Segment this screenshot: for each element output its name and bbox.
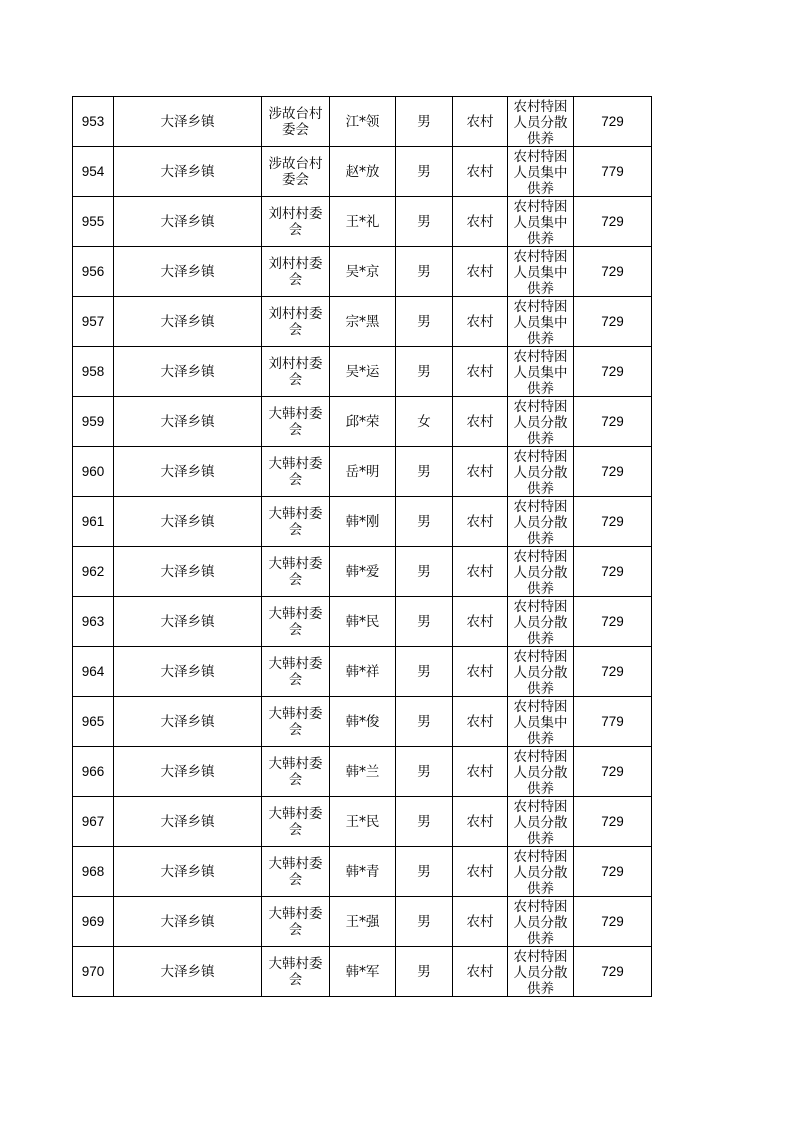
- serial-number-cell: 966: [73, 747, 114, 797]
- person-name-cell: 韩*兰: [330, 747, 396, 797]
- village-committee-text: 刘村村委会: [268, 205, 323, 238]
- residence-type-cell: 农村: [453, 447, 508, 497]
- support-type-cell: [508, 647, 574, 697]
- support-type-cell: [508, 747, 574, 797]
- table-row: [73, 197, 652, 247]
- serial-number-cell: 962: [73, 547, 114, 597]
- township-cell: 大泽乡镇: [114, 747, 262, 797]
- support-type-cell: [508, 947, 574, 997]
- village-committee-cell: [262, 147, 330, 197]
- person-name-cell: 王*民: [330, 797, 396, 847]
- serial-number-cell: 965: [73, 697, 114, 747]
- support-type-cell: [508, 847, 574, 897]
- township-cell: 大泽乡镇: [114, 197, 262, 247]
- support-type-text: 农村特困人员分散供养: [513, 849, 568, 896]
- village-committee-cell: [262, 97, 330, 147]
- person-name-cell: 邱*荣: [330, 397, 396, 447]
- village-committee-cell: [262, 197, 330, 247]
- serial-number-cell: 956: [73, 247, 114, 297]
- support-type-text: 农村特困人员分散供养: [513, 399, 568, 446]
- township-cell: 大泽乡镇: [114, 947, 262, 997]
- residence-type-cell: 农村: [453, 697, 508, 747]
- table-row: [73, 647, 652, 697]
- amount-cell: 729: [574, 547, 652, 597]
- table-row: [73, 397, 652, 447]
- gender-cell: 男: [396, 97, 453, 147]
- support-type-text: 农村特困人员集中供养: [513, 699, 568, 746]
- person-name-cell: 韩*爱: [330, 547, 396, 597]
- gender-cell: 男: [396, 547, 453, 597]
- person-name-cell: 韩*军: [330, 947, 396, 997]
- village-committee-text: 大韩村委会: [268, 905, 323, 938]
- amount-cell: 729: [574, 747, 652, 797]
- township-cell: 大泽乡镇: [114, 397, 262, 447]
- township-cell: 大泽乡镇: [114, 597, 262, 647]
- serial-number-cell: 957: [73, 297, 114, 347]
- person-name-cell: 岳*明: [330, 447, 396, 497]
- village-committee-text: 刘村村委会: [268, 255, 323, 288]
- township-cell: 大泽乡镇: [114, 897, 262, 947]
- support-type-text: 农村特困人员集中供养: [513, 199, 568, 246]
- amount-cell: 729: [574, 447, 652, 497]
- support-type-cell: [508, 447, 574, 497]
- support-type-text: 农村特困人员集中供养: [513, 299, 568, 346]
- serial-number-cell: 969: [73, 897, 114, 947]
- village-committee-text: 大韩村委会: [268, 755, 323, 788]
- support-type-text: 农村特困人员分散供养: [513, 799, 568, 846]
- table-row: [73, 247, 652, 297]
- village-committee-text: 大韩村委会: [268, 555, 323, 588]
- serial-number-cell: 955: [73, 197, 114, 247]
- township-cell: 大泽乡镇: [114, 447, 262, 497]
- support-type-text: 农村特困人员集中供养: [513, 249, 568, 296]
- village-committee-cell: [262, 397, 330, 447]
- village-committee-text: 大韩村委会: [268, 405, 323, 438]
- village-committee-cell: [262, 797, 330, 847]
- village-committee-text: 大韩村委会: [268, 855, 323, 888]
- table-row: [73, 747, 652, 797]
- support-type-cell: [508, 297, 574, 347]
- table-row: [73, 497, 652, 547]
- residence-type-cell: 农村: [453, 797, 508, 847]
- serial-number-cell: 959: [73, 397, 114, 447]
- support-type-cell: [508, 147, 574, 197]
- gender-cell: 男: [396, 897, 453, 947]
- gender-cell: 男: [396, 297, 453, 347]
- township-cell: 大泽乡镇: [114, 147, 262, 197]
- township-cell: 大泽乡镇: [114, 247, 262, 297]
- village-committee-text: 大韩村委会: [268, 455, 323, 488]
- support-type-cell: [508, 197, 574, 247]
- table-row: [73, 947, 652, 997]
- residence-type-cell: 农村: [453, 497, 508, 547]
- support-type-cell: [508, 597, 574, 647]
- residence-type-cell: 农村: [453, 947, 508, 997]
- amount-cell: 729: [574, 247, 652, 297]
- village-committee-cell: [262, 847, 330, 897]
- village-committee-text: 大韩村委会: [268, 955, 323, 988]
- amount-cell: 729: [574, 597, 652, 647]
- amount-cell: 729: [574, 847, 652, 897]
- village-committee-cell: [262, 547, 330, 597]
- person-name-cell: 吴*运: [330, 347, 396, 397]
- serial-number-cell: 961: [73, 497, 114, 547]
- support-type-text: 农村特困人员分散供养: [513, 499, 568, 546]
- support-type-cell: [508, 97, 574, 147]
- residence-type-cell: 农村: [453, 347, 508, 397]
- support-type-text: 农村特困人员分散供养: [513, 99, 568, 146]
- support-type-text: 农村特困人员分散供养: [513, 649, 568, 696]
- township-cell: 大泽乡镇: [114, 697, 262, 747]
- support-type-text: 农村特困人员分散供养: [513, 449, 568, 496]
- serial-number-cell: 958: [73, 347, 114, 397]
- residence-type-cell: 农村: [453, 897, 508, 947]
- table-row: [73, 447, 652, 497]
- village-committee-text: 涉故台村委会: [268, 105, 323, 138]
- amount-cell: 729: [574, 497, 652, 547]
- table-row: [73, 597, 652, 647]
- table-row: [73, 847, 652, 897]
- gender-cell: 男: [396, 647, 453, 697]
- support-type-cell: [508, 547, 574, 597]
- village-committee-cell: [262, 247, 330, 297]
- person-name-cell: 王*礼: [330, 197, 396, 247]
- gender-cell: 男: [396, 797, 453, 847]
- gender-cell: 男: [396, 747, 453, 797]
- village-committee-cell: [262, 497, 330, 547]
- serial-number-cell: 967: [73, 797, 114, 847]
- village-committee-cell: [262, 947, 330, 997]
- village-committee-text: 涉故台村委会: [268, 155, 323, 188]
- amount-cell: 729: [574, 897, 652, 947]
- gender-cell: 男: [396, 447, 453, 497]
- amount-cell: 729: [574, 947, 652, 997]
- township-cell: 大泽乡镇: [114, 497, 262, 547]
- village-committee-cell: [262, 447, 330, 497]
- residence-type-cell: 农村: [453, 197, 508, 247]
- village-committee-cell: [262, 897, 330, 947]
- support-type-cell: [508, 897, 574, 947]
- residence-type-cell: 农村: [453, 747, 508, 797]
- amount-cell: 729: [574, 297, 652, 347]
- support-type-text: 农村特困人员集中供养: [513, 149, 568, 196]
- support-type-cell: [508, 397, 574, 447]
- township-cell: 大泽乡镇: [114, 647, 262, 697]
- table-row: [73, 797, 652, 847]
- village-committee-text: 刘村村委会: [268, 305, 323, 338]
- township-cell: 大泽乡镇: [114, 547, 262, 597]
- table-row: [73, 697, 652, 747]
- gender-cell: 男: [396, 247, 453, 297]
- village-committee-text: 大韩村委会: [268, 505, 323, 538]
- township-cell: 大泽乡镇: [114, 297, 262, 347]
- village-committee-cell: [262, 697, 330, 747]
- person-name-cell: 韩*民: [330, 597, 396, 647]
- person-name-cell: 韩*祥: [330, 647, 396, 697]
- township-cell: 大泽乡镇: [114, 347, 262, 397]
- village-committee-text: 刘村村委会: [268, 355, 323, 388]
- person-name-cell: 吴*京: [330, 247, 396, 297]
- amount-cell: 729: [574, 797, 652, 847]
- residence-type-cell: 农村: [453, 547, 508, 597]
- serial-number-cell: 963: [73, 597, 114, 647]
- gender-cell: 男: [396, 597, 453, 647]
- amount-cell: 729: [574, 647, 652, 697]
- table-row: [73, 147, 652, 197]
- table-row: [73, 297, 652, 347]
- amount-cell: 779: [574, 147, 652, 197]
- residence-type-cell: 农村: [453, 297, 508, 347]
- support-type-text: 农村特困人员分散供养: [513, 599, 568, 646]
- serial-number-cell: 968: [73, 847, 114, 897]
- serial-number-cell: 960: [73, 447, 114, 497]
- township-cell: 大泽乡镇: [114, 847, 262, 897]
- support-type-text: 农村特困人员分散供养: [513, 749, 568, 796]
- support-type-cell: [508, 347, 574, 397]
- support-type-cell: [508, 247, 574, 297]
- table-row: [73, 547, 652, 597]
- gender-cell: 男: [396, 197, 453, 247]
- table-row: [73, 347, 652, 397]
- village-committee-cell: [262, 297, 330, 347]
- serial-number-cell: 964: [73, 647, 114, 697]
- village-committee-cell: [262, 647, 330, 697]
- amount-cell: 729: [574, 197, 652, 247]
- support-type-cell: [508, 497, 574, 547]
- village-committee-text: 大韩村委会: [268, 805, 323, 838]
- gender-cell: 男: [396, 947, 453, 997]
- table-row: [73, 97, 652, 147]
- township-cell: 大泽乡镇: [114, 797, 262, 847]
- amount-cell: 729: [574, 397, 652, 447]
- residence-type-cell: 农村: [453, 647, 508, 697]
- village-committee-cell: [262, 347, 330, 397]
- support-type-text: 农村特困人员分散供养: [513, 549, 568, 596]
- person-name-cell: 韩*俊: [330, 697, 396, 747]
- amount-cell: 729: [574, 97, 652, 147]
- village-committee-text: 大韩村委会: [268, 705, 323, 738]
- gender-cell: 男: [396, 497, 453, 547]
- table-body: [73, 97, 652, 997]
- person-name-cell: 赵*放: [330, 147, 396, 197]
- table-row: [73, 897, 652, 947]
- person-name-cell: 韩*刚: [330, 497, 396, 547]
- residence-type-cell: 农村: [453, 847, 508, 897]
- support-type-text: 农村特困人员集中供养: [513, 349, 568, 396]
- village-committee-text: 大韩村委会: [268, 605, 323, 638]
- support-type-cell: [508, 697, 574, 747]
- residence-type-cell: 农村: [453, 397, 508, 447]
- gender-cell: 男: [396, 347, 453, 397]
- gender-cell: 男: [396, 147, 453, 197]
- support-type-cell: [508, 797, 574, 847]
- support-type-text: 农村特困人员分散供养: [513, 949, 568, 996]
- gender-cell: 男: [396, 697, 453, 747]
- amount-cell: 729: [574, 347, 652, 397]
- support-type-text: 农村特困人员分散供养: [513, 899, 568, 946]
- person-name-cell: 江*领: [330, 97, 396, 147]
- serial-number-cell: 970: [73, 947, 114, 997]
- person-name-cell: 宗*黑: [330, 297, 396, 347]
- village-committee-cell: [262, 597, 330, 647]
- village-committee-text: 大韩村委会: [268, 655, 323, 688]
- residence-type-cell: 农村: [453, 597, 508, 647]
- gender-cell: 男: [396, 847, 453, 897]
- serial-number-cell: 954: [73, 147, 114, 197]
- person-name-cell: 韩*青: [330, 847, 396, 897]
- serial-number-cell: 953: [73, 97, 114, 147]
- township-cell: 大泽乡镇: [114, 97, 262, 147]
- relief-roster-table: [72, 96, 652, 997]
- person-name-cell: 王*强: [330, 897, 396, 947]
- residence-type-cell: 农村: [453, 147, 508, 197]
- village-committee-cell: [262, 747, 330, 797]
- amount-cell: 779: [574, 697, 652, 747]
- residence-type-cell: 农村: [453, 97, 508, 147]
- residence-type-cell: 农村: [453, 247, 508, 297]
- gender-cell: 女: [396, 397, 453, 447]
